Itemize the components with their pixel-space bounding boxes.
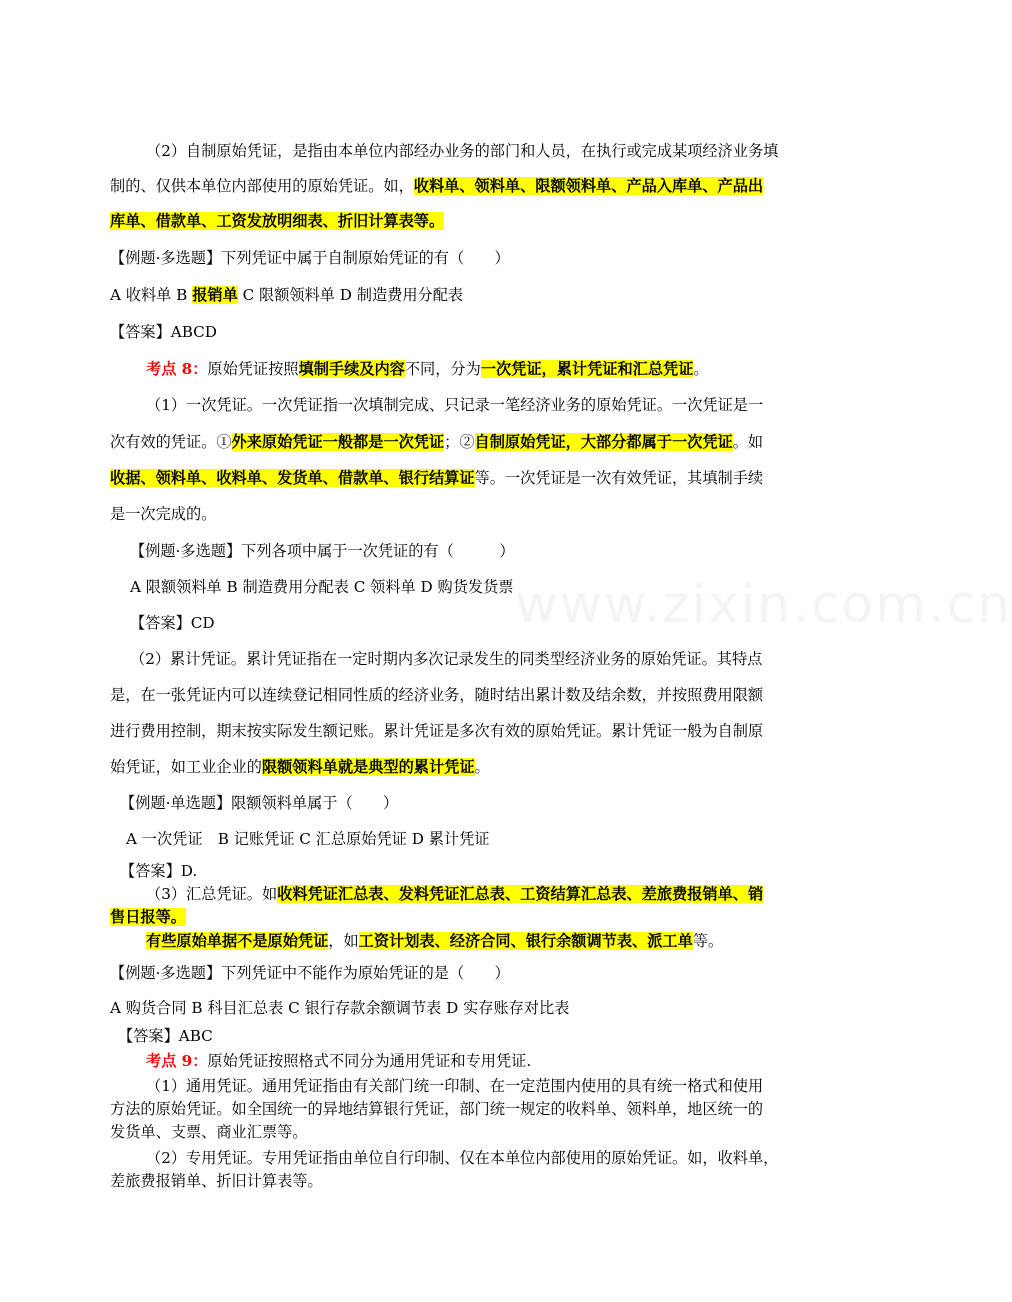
text-line bbox=[146, 1050, 531, 1072]
text-line bbox=[110, 247, 510, 269]
text-line bbox=[146, 1075, 763, 1097]
text-segment: （2）累计凭证。累计凭证指在一定时期内多次记录发生的同类型经济业务的原始凭证。其特点 bbox=[130, 650, 763, 668]
text-segment: 原始凭证按照 bbox=[207, 360, 299, 378]
text-line bbox=[146, 394, 763, 416]
text-line bbox=[110, 1170, 323, 1192]
text-line bbox=[126, 828, 489, 850]
highlighted-text: 售日报等。 bbox=[110, 908, 186, 926]
text-line bbox=[110, 175, 763, 197]
text-segment: A 购货合同 B 科目汇总表 C 银行存款余额调节表 D 实存账存对比表 bbox=[110, 999, 570, 1017]
text-segment: 【例题·多选题】下列各项中属于一次凭证的有（ ） bbox=[130, 542, 515, 560]
text-segment: 是一次完成的。 bbox=[110, 505, 217, 523]
text-segment: （2）专用凭证。专用凭证指由单位自行印制、仅在本单位内部使用的原始凭证。如，收料单， bbox=[146, 1149, 779, 1167]
highlighted-text: 外来原始凭证一般都是一次凭证 bbox=[231, 433, 445, 451]
text-line bbox=[146, 883, 763, 905]
text-line bbox=[110, 684, 763, 706]
text-line bbox=[110, 284, 463, 306]
text-line bbox=[110, 431, 763, 453]
highlighted-text: 一次凭证，累计凭证和汇总凭证 bbox=[480, 360, 694, 378]
text-segment: 等。一次凭证是一次有效凭证，其填制手续 bbox=[474, 469, 764, 487]
text-segment: 制的、仅供本单位内部使用的原始凭证。如， bbox=[110, 177, 414, 195]
text-line bbox=[120, 860, 197, 882]
text-segment: 发货单、支票、商业汇票等。 bbox=[110, 1123, 308, 1141]
text-segment: 差旅费报销单、折旧计算表等。 bbox=[110, 1172, 323, 1190]
text-segment: 方法的原始凭证。如全国统一的异地结算银行凭证，部门统一规定的收料单、领料单，地区统一的 bbox=[110, 1100, 764, 1118]
topic-label: 考点 8： bbox=[146, 360, 208, 378]
text-segment: （3）汇总凭证。如 bbox=[146, 885, 278, 903]
text-segment: 进行费用控制，期末按实际发生额记账。累计凭证是多次有效的原始凭证。累计凭证一般为自制原 bbox=[110, 722, 764, 740]
text-segment: 【答案】ABCD bbox=[110, 323, 217, 341]
text-line bbox=[110, 720, 763, 742]
text-segment: 【例题·多选题】下列凭证中属于自制原始凭证的有（ ） bbox=[110, 249, 510, 267]
text-segment: 次有效的凭证。① bbox=[110, 433, 232, 451]
text-line bbox=[146, 358, 709, 380]
text-line bbox=[110, 962, 510, 984]
text-segment: ；② bbox=[444, 433, 475, 451]
text-line bbox=[110, 210, 444, 232]
text-segment: （1）一次凭证。一次凭证指一次填制完成、只记录一笔经济业务的原始凭证。一次凭证是一 bbox=[146, 396, 764, 414]
highlighted-text: 收料单、领料单、限额领料单、产品入库单、产品出 bbox=[413, 177, 764, 195]
text-line bbox=[146, 140, 778, 162]
text-segment: 始凭证，如工业企业的 bbox=[110, 758, 262, 776]
text-line bbox=[110, 997, 569, 1019]
text-line bbox=[130, 576, 513, 598]
text-segment: 。 bbox=[693, 360, 709, 378]
text-segment: A 一次凭证 B 记账凭证 C 汇总原始凭证 D 累计凭证 bbox=[126, 830, 490, 848]
text-line bbox=[130, 540, 515, 562]
text-segment: 【答案】CD bbox=[130, 614, 215, 632]
text-segment: 不同，分为 bbox=[404, 360, 481, 378]
text-segment: 【例题·多选题】下列凭证中不能作为原始凭证的是（ ） bbox=[110, 964, 510, 982]
text-line bbox=[110, 1121, 307, 1143]
highlighted-text: 填制手续及内容 bbox=[298, 360, 405, 378]
highlighted-text: 收据、领料单、收料单、发货单、借款单、银行结算证 bbox=[110, 469, 475, 487]
text-segment: 【例题·单选题】限额领料单属于（ ） bbox=[120, 794, 399, 812]
text-segment: 。如 bbox=[732, 433, 764, 451]
text-line bbox=[110, 1098, 763, 1120]
text-segment: 是，在一张凭证内可以连续登记相同性质的经济业务，随时结出累计数及结余数，并按照费用限额 bbox=[110, 686, 764, 704]
text-line bbox=[110, 503, 216, 525]
text-line bbox=[118, 1025, 213, 1047]
highlighted-text: 库单、借款单、工资发放明细表、折旧计算表等。 bbox=[110, 212, 445, 230]
text-segment: C 限额领料单 D 制造费用分配表 bbox=[237, 286, 464, 304]
text-segment: 【答案】D. bbox=[120, 862, 198, 880]
highlighted-text: 限额领料单就是典型的累计凭证 bbox=[261, 758, 475, 776]
highlighted-text: 报销单 bbox=[192, 286, 238, 304]
text-segment: A 限额领料单 B 制造费用分配表 C 领料单 D 购货发货票 bbox=[130, 578, 514, 596]
text-segment: （1）通用凭证。通用凭证指由有关部门统一印制、在一定范围内使用的具有统一格式和使用 bbox=[146, 1077, 764, 1095]
text-line bbox=[120, 792, 398, 814]
topic-label: 考点 9： bbox=[146, 1052, 208, 1070]
text-line bbox=[110, 467, 763, 489]
text-line bbox=[110, 906, 186, 928]
text-segment: 。 bbox=[474, 758, 490, 776]
highlighted-text: 有些原始单据不是原始凭证 bbox=[146, 932, 329, 950]
highlighted-text: 自制原始凭证，大部分都属于一次凭证 bbox=[474, 433, 733, 451]
watermark: www.zixin.com.cn bbox=[515, 575, 1012, 635]
text-segment: （2）自制原始凭证，是指由本单位内部经办业务的部门和人员，在执行或完成某项经济业务填 bbox=[146, 142, 779, 160]
text-line bbox=[146, 930, 723, 952]
text-segment: A 收料单 B bbox=[110, 286, 193, 304]
highlighted-text: 收料凭证汇总表、发料凭证汇总表、工资结算汇总表、差旅费报销单、销 bbox=[277, 885, 764, 903]
text-line bbox=[110, 321, 217, 343]
text-line bbox=[110, 756, 490, 778]
highlighted-text: 工资计划表、经济合同、银行余额调节表、派工单 bbox=[358, 932, 693, 950]
text-line bbox=[130, 648, 762, 670]
text-segment: 原始凭证按照格式不同分为通用凭证和专用凭证. bbox=[207, 1052, 532, 1070]
text-line bbox=[130, 612, 215, 634]
text-segment: 等。 bbox=[692, 932, 724, 950]
text-segment: ，如 bbox=[328, 932, 359, 950]
text-line bbox=[146, 1147, 778, 1169]
text-segment: 【答案】ABC bbox=[118, 1027, 213, 1045]
